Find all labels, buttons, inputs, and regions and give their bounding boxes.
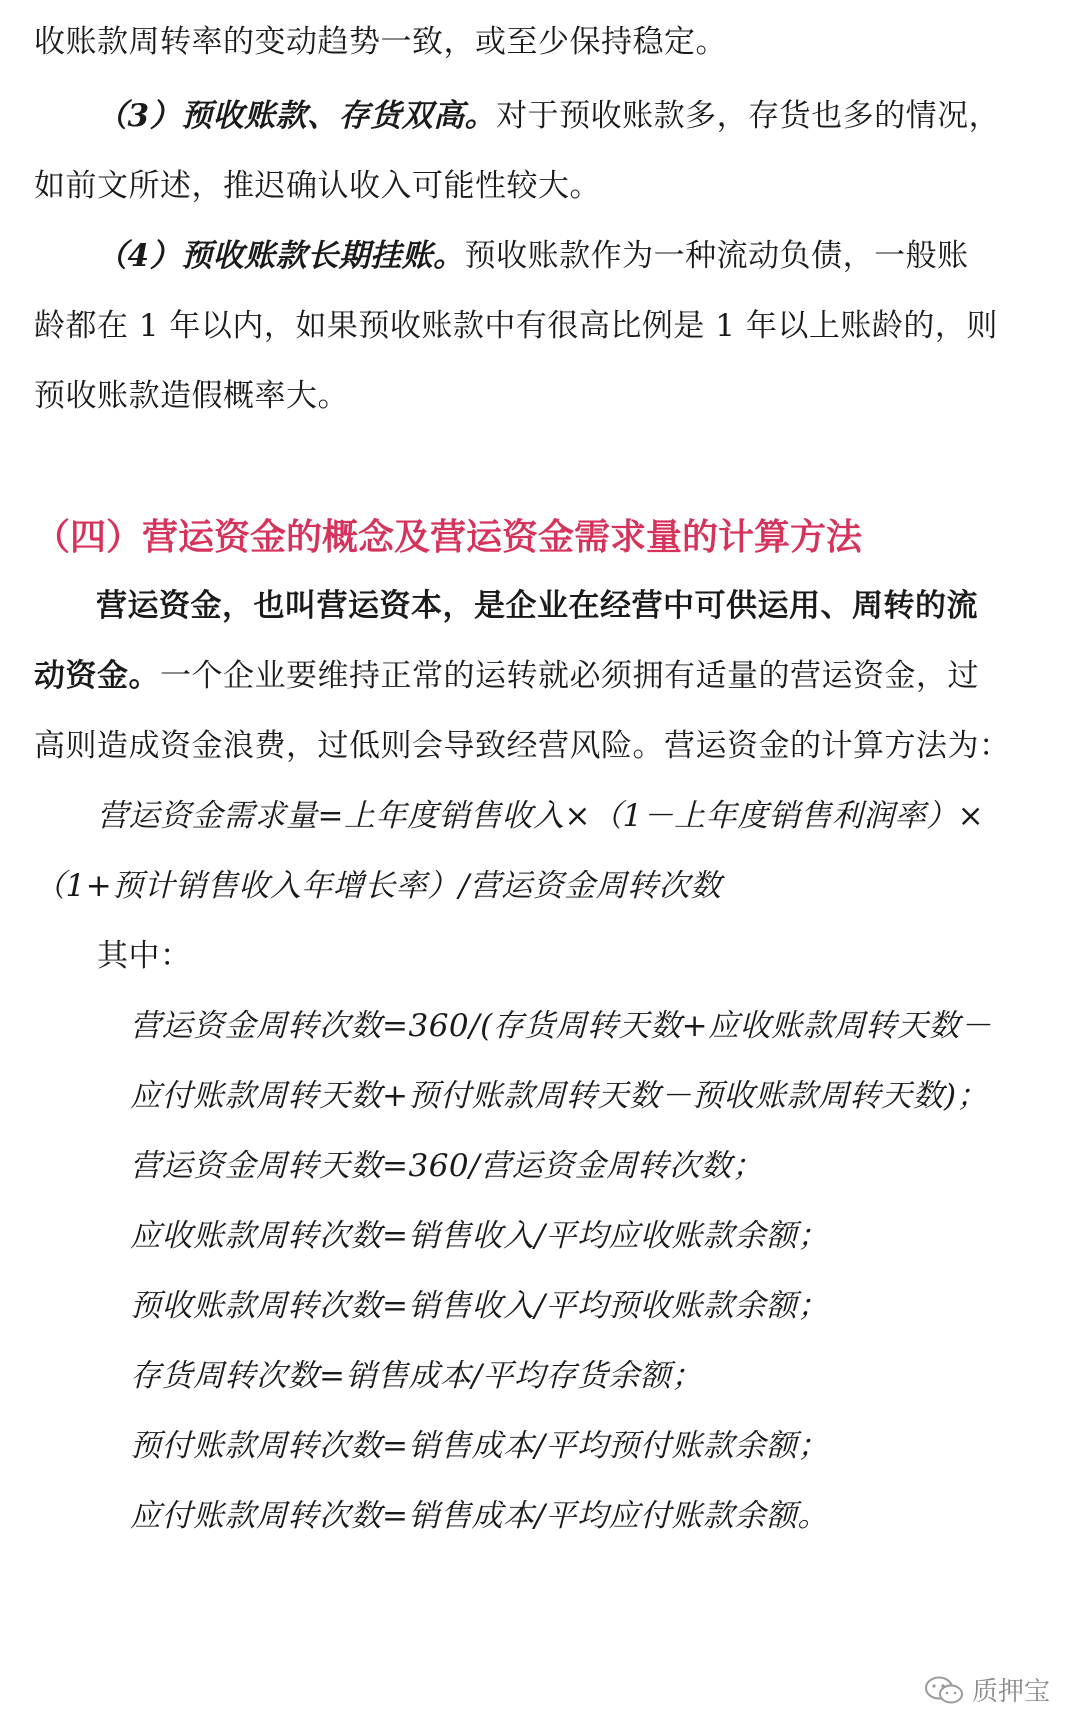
definition-line xyxy=(130,1426,1046,1466)
formula-line xyxy=(97,796,1046,836)
text-run: 其中： xyxy=(97,938,192,974)
text-run: 高则造成资金浪费，过低则会导致经营风险。营运资金的计算方法为： xyxy=(34,728,1011,764)
formula-line xyxy=(34,866,1046,906)
paragraph-line xyxy=(34,166,1046,206)
formula-text: （1+预计销售收入年增长率）/营运资金周转次数 xyxy=(34,868,722,904)
formula-text: 应付账款周转次数=销售成本/平均应付账款余额。 xyxy=(130,1498,829,1534)
item-label: （3）预收账款、存货双高。 xyxy=(96,98,497,134)
paragraph-line xyxy=(34,376,1046,416)
definition-line xyxy=(130,1286,1046,1326)
watermark-label: 质押宝 xyxy=(971,1677,1050,1707)
formula-text: 营运资金周转天数=360/营运资金周转次数； xyxy=(130,1148,764,1184)
formula-text: 预付账款周转次数=销售成本/平均预付账款余额； xyxy=(130,1428,829,1464)
definition-line xyxy=(130,1006,1046,1046)
paragraph-line xyxy=(97,936,1046,976)
text-run: 预收账款造假概率大。 xyxy=(34,378,349,414)
text-run: 动资金。 xyxy=(34,658,160,694)
text-run: 一个企业要维持正常的运转就必须拥有适量的营运资金，过 xyxy=(160,658,979,694)
definition-line xyxy=(130,1216,1046,1256)
text-run: 对于预收账款多，存货也多的情况， xyxy=(496,98,1001,134)
formula-text: 存货周转次数=销售成本/平均存货余额； xyxy=(130,1358,703,1394)
definition-line xyxy=(130,1076,1046,1116)
paragraph-line xyxy=(34,586,1046,626)
wechat-icon xyxy=(924,1675,964,1705)
formula-text: 营运资金需求量=上年度销售收入×（1－上年度销售利润率）× xyxy=(97,798,985,834)
paragraph-line xyxy=(34,22,1046,62)
watermark xyxy=(924,1671,1050,1708)
text-run: 龄都在 1 年以内，如果预收账款中有很高比例是 1 年以上账龄的，则 xyxy=(34,308,998,344)
paragraph-line xyxy=(34,656,1046,696)
paragraph-line xyxy=(34,236,1046,276)
text-run: 如前文所述，推迟确认收入可能性较大。 xyxy=(34,168,601,204)
paragraph-line xyxy=(34,96,1046,136)
text-run: 预收账款作为一种流动负债，一般账 xyxy=(464,238,969,274)
definition-line xyxy=(130,1146,1046,1186)
formula-text: 预收账款周转次数=销售收入/平均预收账款余额； xyxy=(130,1288,829,1324)
definition-line xyxy=(130,1496,1046,1536)
paragraph-line xyxy=(34,726,1046,766)
formula-text: 营运资金周转次数=360/(存货周转天数+应收账款周转天数－ xyxy=(130,1008,992,1044)
text-run: 收账款周转率的变动趋势一致，或至少保持稳定。 xyxy=(34,24,727,60)
item-label: （4）预收账款长期挂账。 xyxy=(96,238,465,274)
formula-text: 应付账款周转天数+预付账款周转天数－预收账款周转天数)； xyxy=(130,1078,989,1114)
text-run: 营运资金，也叫营运资本，是企业在经营中可供运用、周转的流 xyxy=(96,588,978,624)
section-heading: （四）营运资金的概念及营运资金需求量的计算方法 xyxy=(34,516,863,558)
formula-text: 应收账款周转次数=销售收入/平均应收账款余额； xyxy=(130,1218,829,1254)
definition-line xyxy=(130,1356,1046,1396)
paragraph-line xyxy=(34,306,1046,346)
